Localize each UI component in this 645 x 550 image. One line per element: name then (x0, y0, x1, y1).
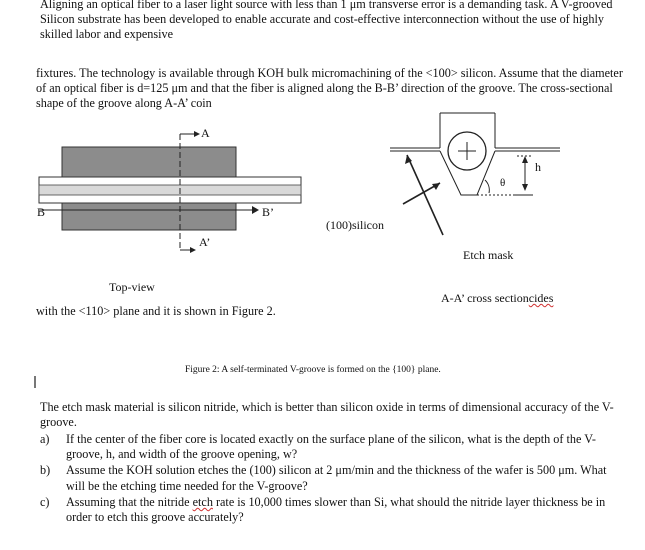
continuation-paragraph: with the <110> plane and it is shown in Figure 2. (36, 304, 276, 318)
question-b (40, 463, 625, 493)
question-a-marker: a) (40, 432, 50, 446)
cross-section-diagram (385, 105, 565, 265)
cross-section-caption-misspelled: cides (528, 291, 554, 305)
question-c (40, 495, 625, 525)
question-c-text-after: rate is 10,000 times slower than Si, what should the nitride layer thickness be in order to etch this groove accurately? (66, 494, 606, 525)
a-arrowhead (194, 131, 200, 137)
theta-label: θ (500, 177, 506, 189)
top-view-diagram (30, 120, 320, 265)
question-a (40, 432, 625, 462)
question-c-marker: c) (40, 494, 50, 509)
etch-mask-leader (407, 155, 443, 235)
label-b-prime: B’ (262, 205, 274, 219)
question-c-text (66, 495, 605, 524)
fixtures-paragraph: fixtures. The technology is available through KOH bulk micromachining of the <100> silicon. Assume that the diameter of an optical fiber is d=125 μm and that the fiber is aligned along the B-B’ direction of the groove. The cross-sectional shape of the groove along A-A’ coin (36, 66, 623, 111)
question-b-marker: b) (40, 463, 51, 478)
question-c-misspelled-word: etch (192, 494, 213, 509)
etch-mask-label: Etch mask (463, 248, 514, 262)
silicon-label: (100)silicon (326, 218, 384, 232)
label-b: B (37, 205, 46, 219)
fiber-core (39, 185, 301, 195)
question-b-text: Assume the KOH solution etches the (100) silicon at 2 μm/min and the thickness of the wafer is 500 μm. What will be the etching time needed for the V-groove? (66, 463, 607, 493)
cross-section-caption (441, 291, 553, 306)
top-view-caption: Top-view (109, 280, 155, 294)
cross-section-caption-main: A-A’ cross section (441, 291, 529, 305)
intro-paragraph: Aligning an optical fiber to a laser light source with less than 1 μm transverse error is a demanding task. A V-grooved Silicon substrate has been developed to enable accurate and cost-effective interconnection without the use of highly skilled labor and expensive (40, 0, 613, 42)
figure-caption: Figure 2: A self-terminated V-groove is formed on the {100} plane. (185, 365, 441, 375)
label-a-prime: A’ (199, 235, 211, 249)
question-c-text-before: Assuming that the nitride (66, 494, 193, 509)
b-prime-arrowhead (252, 206, 259, 214)
h-label: h (535, 160, 541, 174)
etch-mask-paragraph: The etch mask material is silicon nitride, which is better than silicon oxide in terms of dimensional accuracy of the V-groove. (40, 400, 614, 430)
question-a-text: If the center of the fiber core is located exactly on the surface plane of the silicon, what is the depth of the V-groove, h, and width of the groove opening, w? (66, 432, 596, 462)
label-a: A (201, 126, 210, 140)
text-cursor[interactable] (34, 376, 36, 388)
question-list (40, 432, 625, 526)
a-prime-arrowhead (190, 247, 196, 253)
